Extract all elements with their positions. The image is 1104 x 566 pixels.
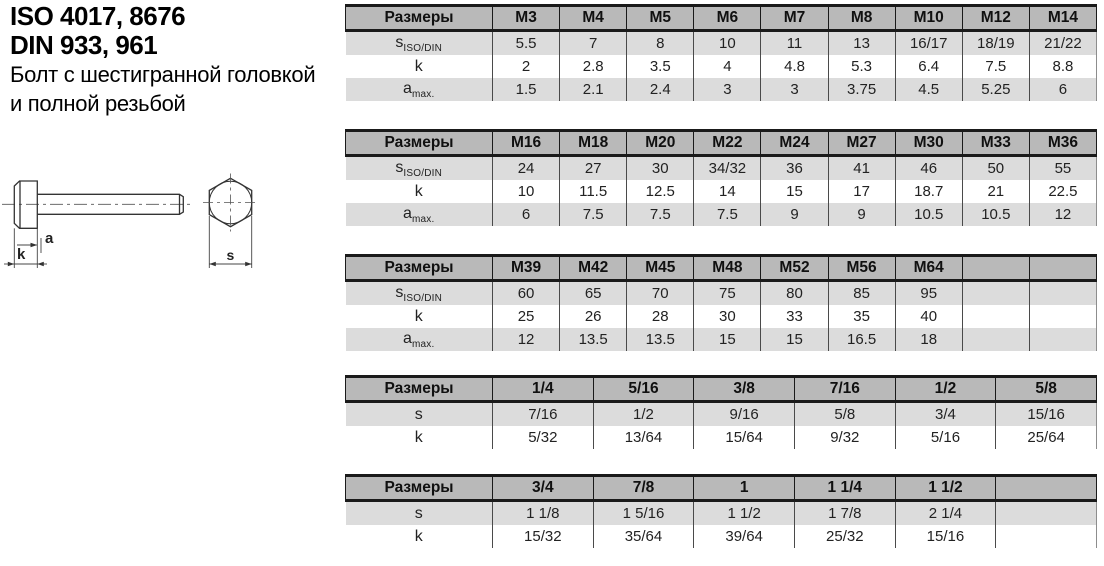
value-cell: 2.8	[560, 55, 627, 78]
col-header-M18: M18	[560, 131, 627, 156]
value-cell: 9	[828, 203, 895, 226]
col-header-M24: M24	[761, 131, 828, 156]
value-cell: 6	[493, 203, 560, 226]
value-cell: 6	[1029, 78, 1096, 101]
col-header-3-8: 3/8	[694, 377, 795, 402]
value-cell: 17	[828, 180, 895, 203]
value-cell: 5.25	[962, 78, 1029, 101]
table-holder-metric-m3-m14	[345, 4, 1097, 101]
header-row	[346, 131, 1097, 156]
value-cell: 4	[694, 55, 761, 78]
dimension-table-inch-quarter-to-fiveeighths	[345, 375, 1097, 449]
row-label-k: k	[346, 180, 493, 203]
value-cell: 14	[694, 180, 761, 203]
value-cell: 30	[627, 156, 694, 181]
col-header-1-2: 1/2	[895, 377, 996, 402]
value-cell: 7	[560, 31, 627, 56]
dim-label-k: k	[17, 246, 26, 263]
value-cell: 5.3	[828, 55, 895, 78]
data-row-s	[346, 156, 1097, 181]
col-header-empty	[962, 256, 1029, 281]
value-cell: 1 7/8	[794, 501, 895, 526]
col-header-M10: M10	[895, 6, 962, 31]
value-cell: 6.4	[895, 55, 962, 78]
value-cell: 11.5	[560, 180, 627, 203]
value-cell: 3/4	[895, 402, 996, 427]
value-cell: 33	[761, 305, 828, 328]
value-cell: 26	[560, 305, 627, 328]
value-cell: 9/32	[794, 426, 895, 449]
value-cell: 15/16	[996, 402, 1097, 427]
col-header-M12: M12	[962, 6, 1029, 31]
value-cell: 9/16	[694, 402, 795, 427]
dim-a-arrow	[31, 243, 38, 248]
table-holder-inch-small	[345, 375, 1097, 449]
col-header-1-1-4: 1 1/4	[794, 476, 895, 501]
value-cell: 21	[962, 180, 1029, 203]
value-cell: 2 1/4	[895, 501, 996, 526]
row-label-s: $s_{ISO/DIN}$	[346, 281, 493, 306]
value-cell: 5.5	[493, 31, 560, 56]
value-cell: 24	[493, 156, 560, 181]
col-header-3-4: 3/4	[493, 476, 594, 501]
value-cell: 1.5	[493, 78, 560, 101]
value-cell	[996, 525, 1097, 548]
value-cell: 2.4	[627, 78, 694, 101]
header-row	[346, 256, 1097, 281]
value-cell: 22.5	[1029, 180, 1096, 203]
value-cell: 18/19	[962, 31, 1029, 56]
value-cell: 4.8	[761, 55, 828, 78]
col-header-5-8: 5/8	[996, 377, 1097, 402]
sizes-header: Размеры	[346, 256, 493, 281]
value-cell: 9	[761, 203, 828, 226]
value-cell: 25	[493, 305, 560, 328]
col-header-M42: M42	[560, 256, 627, 281]
table-holder-inch-large	[345, 474, 1097, 548]
value-cell: 7/16	[493, 402, 594, 427]
dim-k-arrow-left	[8, 262, 15, 266]
col-header-M27: M27	[828, 131, 895, 156]
col-header-1: 1	[694, 476, 795, 501]
dimension-table-metric-m16-m36	[345, 129, 1097, 226]
value-cell: 10.5	[962, 203, 1029, 226]
value-cell: 35	[828, 305, 895, 328]
value-cell: 34/32	[694, 156, 761, 181]
col-header-1-4: 1/4	[493, 377, 594, 402]
data-row-k	[346, 180, 1097, 203]
col-header-M3: M3	[493, 6, 560, 31]
value-cell: 13.5	[560, 328, 627, 351]
value-cell: 1 1/2	[694, 501, 795, 526]
value-cell: 3.75	[828, 78, 895, 101]
standard-din-title: DIN 933, 961	[10, 30, 158, 60]
value-cell: 11	[761, 31, 828, 56]
value-cell: 80	[761, 281, 828, 306]
header-row	[346, 476, 1097, 501]
value-cell: 25/32	[794, 525, 895, 548]
dimension-table-metric-m3-m14	[345, 4, 1097, 101]
value-cell: 18	[895, 328, 962, 351]
value-cell: 2.1	[560, 78, 627, 101]
col-header-M45: M45	[627, 256, 694, 281]
col-header-M39: M39	[493, 256, 560, 281]
data-row-k	[346, 426, 1097, 449]
value-cell	[1029, 305, 1096, 328]
col-header-5-16: 5/16	[593, 377, 694, 402]
value-cell	[962, 305, 1029, 328]
value-cell: 5/32	[493, 426, 594, 449]
value-cell: 10	[694, 31, 761, 56]
col-header-M20: M20	[627, 131, 694, 156]
value-cell: 15	[761, 328, 828, 351]
data-row-k	[346, 55, 1097, 78]
header-row	[346, 6, 1097, 31]
row-label-s: $s_{ISO/DIN}$	[346, 156, 493, 181]
value-cell: 70	[627, 281, 694, 306]
value-cell: 13/64	[593, 426, 694, 449]
col-header-M36: M36	[1029, 131, 1096, 156]
data-row-s	[346, 31, 1097, 56]
row-label-a: $a_{max.}$	[346, 203, 493, 226]
row-label-s: s	[346, 501, 493, 526]
col-header-M7: M7	[761, 6, 828, 31]
table-holder-metric-m39-m64	[345, 254, 1097, 351]
col-header-M6: M6	[694, 6, 761, 31]
value-cell: 60	[493, 281, 560, 306]
sizes-header: Размеры	[346, 6, 493, 31]
col-header-7-8: 7/8	[593, 476, 694, 501]
value-cell: 15/64	[694, 426, 795, 449]
value-cell: 16.5	[828, 328, 895, 351]
value-cell: 55	[1029, 156, 1096, 181]
dim-label-a: a	[45, 230, 54, 247]
value-cell: 12.5	[627, 180, 694, 203]
row-label-k: k	[346, 426, 493, 449]
value-cell: 41	[828, 156, 895, 181]
col-header-M33: M33	[962, 131, 1029, 156]
value-cell: 65	[560, 281, 627, 306]
value-cell: 3	[694, 78, 761, 101]
value-cell	[996, 501, 1097, 526]
description-line-2: и полной резьбой	[10, 91, 186, 116]
dim-s-arrow-left	[209, 262, 216, 266]
value-cell: 4.5	[895, 78, 962, 101]
value-cell: 46	[895, 156, 962, 181]
value-cell: 30	[694, 305, 761, 328]
value-cell: 27	[560, 156, 627, 181]
col-header-M16: M16	[493, 131, 560, 156]
value-cell: 35/64	[593, 525, 694, 548]
row-label-k: k	[346, 305, 493, 328]
value-cell: 7.5	[627, 203, 694, 226]
value-cell: 95	[895, 281, 962, 306]
dim-label-s: s	[226, 247, 235, 263]
col-header-7-16: 7/16	[794, 377, 895, 402]
data-row-k	[346, 305, 1097, 328]
description-line-1: Болт с шестигранной головкой	[10, 62, 316, 87]
data-row-a	[346, 78, 1097, 101]
value-cell: 15	[761, 180, 828, 203]
value-cell: 15/32	[493, 525, 594, 548]
value-cell: 1 5/16	[593, 501, 694, 526]
dim-k-arrow-right	[37, 262, 44, 266]
dim-s-arrow-right	[245, 262, 252, 266]
value-cell: 7.5	[560, 203, 627, 226]
col-header-M5: M5	[627, 6, 694, 31]
row-label-k: k	[346, 55, 493, 78]
value-cell: 8.8	[1029, 55, 1096, 78]
row-label-s: $s_{ISO/DIN}$	[346, 31, 493, 56]
col-header-M22: M22	[694, 131, 761, 156]
value-cell: 39/64	[694, 525, 795, 548]
value-cell	[1029, 328, 1096, 351]
value-cell: 12	[493, 328, 560, 351]
col-header-M30: M30	[895, 131, 962, 156]
value-cell: 7.5	[962, 55, 1029, 78]
sizes-header: Размеры	[346, 131, 493, 156]
data-row-a	[346, 203, 1097, 226]
value-cell: 25/64	[996, 426, 1097, 449]
sizes-header: Размеры	[346, 476, 493, 501]
value-cell: 15	[694, 328, 761, 351]
value-cell: 75	[694, 281, 761, 306]
data-row-s	[346, 501, 1097, 526]
col-header-1-1-2: 1 1/2	[895, 476, 996, 501]
value-cell: 18.7	[895, 180, 962, 203]
value-cell: 5/8	[794, 402, 895, 427]
value-cell: 85	[828, 281, 895, 306]
standard-iso-title: ISO 4017, 8676	[10, 1, 186, 31]
data-row-k	[346, 525, 1097, 548]
title-block	[10, 2, 315, 118]
col-header-empty	[1029, 256, 1096, 281]
value-cell: 3	[761, 78, 828, 101]
col-header-M56: M56	[828, 256, 895, 281]
header-row	[346, 377, 1097, 402]
value-cell: 1 1/8	[493, 501, 594, 526]
col-header-empty	[996, 476, 1097, 501]
value-cell: 13.5	[627, 328, 694, 351]
col-header-M64: M64	[895, 256, 962, 281]
table-holder-metric-m16-m36	[345, 129, 1097, 226]
value-cell: 10	[493, 180, 560, 203]
value-cell: 21/22	[1029, 31, 1096, 56]
value-cell: 40	[895, 305, 962, 328]
dimension-tables	[345, 0, 1097, 548]
data-row-s	[346, 281, 1097, 306]
dimension-table-inch-threequarter-to-oneandhalf	[345, 474, 1097, 548]
value-cell: 5/16	[895, 426, 996, 449]
row-label-a: $a_{max.}$	[346, 78, 493, 101]
value-cell: 3.5	[627, 55, 694, 78]
sizes-header: Размеры	[346, 377, 493, 402]
value-cell: 8	[627, 31, 694, 56]
row-label-k: k	[346, 525, 493, 548]
value-cell: 16/17	[895, 31, 962, 56]
col-header-M8: M8	[828, 6, 895, 31]
value-cell: 2	[493, 55, 560, 78]
value-cell: 13	[828, 31, 895, 56]
dimension-table-metric-m39-m64	[345, 254, 1097, 351]
data-row-s	[346, 402, 1097, 427]
col-header-M52: M52	[761, 256, 828, 281]
col-header-M4: M4	[560, 6, 627, 31]
value-cell: 28	[627, 305, 694, 328]
value-cell: 15/16	[895, 525, 996, 548]
row-label-a: $a_{max.}$	[346, 328, 493, 351]
col-header-M48: M48	[694, 256, 761, 281]
value-cell	[962, 281, 1029, 306]
value-cell	[1029, 281, 1096, 306]
row-label-s: s	[346, 402, 493, 427]
col-header-M14: M14	[1029, 6, 1096, 31]
value-cell: 12	[1029, 203, 1096, 226]
value-cell	[962, 328, 1029, 351]
value-cell: 50	[962, 156, 1029, 181]
value-cell: 7.5	[694, 203, 761, 226]
bolt-technical-drawing	[0, 160, 300, 310]
value-cell: 10.5	[895, 203, 962, 226]
value-cell: 36	[761, 156, 828, 181]
value-cell: 1/2	[593, 402, 694, 427]
data-row-a	[346, 328, 1097, 351]
